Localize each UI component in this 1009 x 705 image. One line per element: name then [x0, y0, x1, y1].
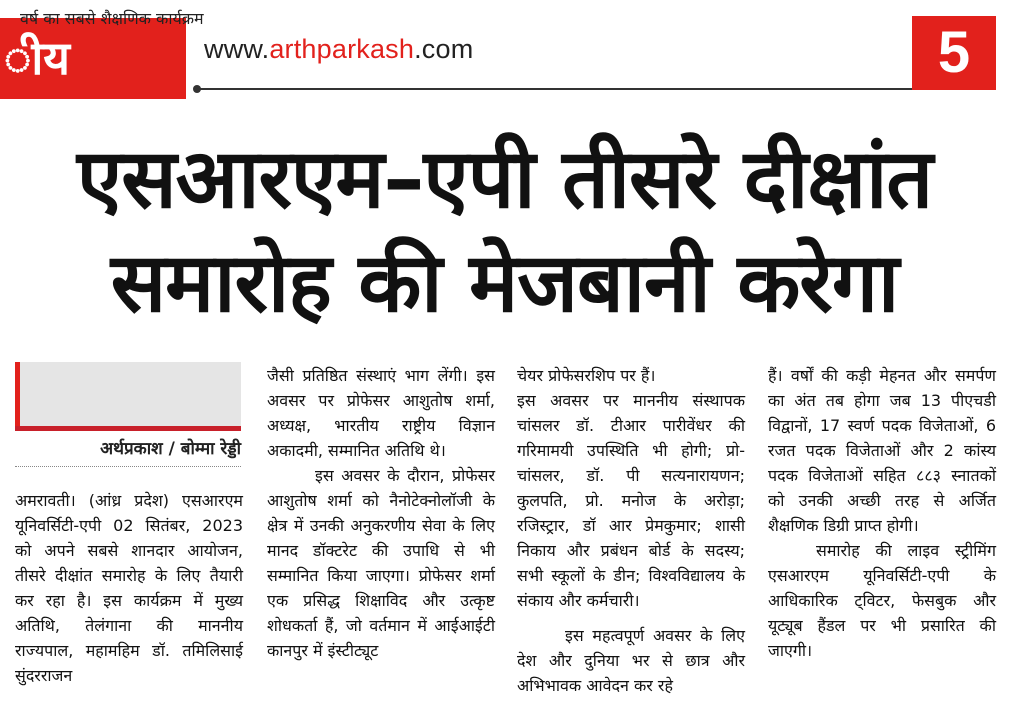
headline	[0, 128, 1009, 336]
page-number: 5	[912, 16, 996, 90]
paragraph: चेयर प्रोफेसरशिप पर हैं।	[517, 366, 656, 385]
paragraph: जैसी प्रतिष्ठित संस्थाएं भाग लेंगी। इस अवसर पर प्रोफेसर आशुतोष शर्मा, अध्यक्ष, भारतीय राष्ट्रीय विज्ञान अकादमी, सम्मानित अतिथि थे।	[267, 366, 495, 460]
article-column-4	[768, 363, 996, 663]
site-url[interactable]	[204, 34, 473, 65]
kicker-text: वर्ष का सबसे शैक्षणिक कार्यक्रम	[20, 9, 204, 28]
article-column-1	[15, 488, 243, 688]
section-label: ीय	[0, 18, 186, 99]
paragraph: इस अवसर पर माननीय संस्थापक चांसलर डॉ. टीआर पारीवेंधर की गरिमामयी उपस्थिति भी होगी; प्रो-चांसलर, डॉ. पी सत्यनारायणन; कुलपति, प्रो. मनोज के अरोड़ा; रजिस्ट्रार, डॉ आर प्रेमकुमार; शासी निकाय और प्रबंधन बोर्ड के सदस्य; सभी स्कूलों के डीन; विश्वविद्यालय के संकाय और कर्मचारी।	[517, 391, 745, 610]
header-rule	[196, 88, 996, 90]
article-column-3	[517, 363, 745, 698]
byline: अर्थप्रकाश / बोम्मा रेड्डी	[100, 439, 241, 459]
kicker-underline	[15, 426, 241, 431]
paragraph: इस अवसर के दौरान, प्रोफेसर आशुतोष शर्मा को नैनोटेक्नोलॉजी के क्षेत्र में उनकी अनुकरणीय सेवा के लिए मानद डॉक्टरेट की उपाधि से भी सम्मानित किया जाएगा। प्रोफेसर शर्मा एक प्रसिद्ध शिक्षाविद और उत्कृष्ट शोधकर्ता हैं, जो वर्तमान में आईआईटी कानपुर में इंस्टीट्यूट	[267, 466, 495, 660]
article-column-2	[267, 363, 495, 663]
url-suffix: .com	[414, 34, 474, 64]
paragraph: इस महत्वपूर्ण अवसर के लिए देश और दुनिया भर से छात्र और अभिभावक आवेदन कर रहे	[517, 626, 745, 695]
url-prefix: www.	[204, 34, 270, 64]
headline-line-1: एसआरएम–एपी तीसरे दीक्षांत	[76, 132, 933, 227]
url-brand: arthparkash	[269, 34, 415, 64]
paragraph: हैं। वर्षों की कड़ी मेहनत और समर्पण का अंत तब होगा जब 13 पीएचडी विद्वानों, 17 स्वर्ण पदक विजेताओं, 6 रजत पदक विजेताओं और 2 कांस्य पदक विजेताओं सहित ८८३ स्नातकों को उनकी अच्छी तरह से अर्जित शैक्षणिक डिग्री प्राप्त होगी।	[768, 366, 996, 535]
headline-line-2: समारोह की मेजबानी करेगा	[110, 236, 899, 331]
paragraph: अमरावती। (आंध्र प्रदेश) एसआरएम यूनिवर्सिटी-एपी 02 सितंबर, 2023 को अपने सबसे शानदार आयोजन, तीसरे दीक्षांत समारोह के लिए तैयारी कर रहा है। इस कार्यक्रम में मुख्य अतिथि, तेलंगाना की माननीय राज्यपाल, महामहिम डॉ. तमिलिसाई सुंदरराजन	[15, 491, 243, 685]
byline-divider	[15, 466, 241, 467]
paragraph: समारोह की लाइव स्ट्रीमिंग एसआरएम यूनिवर्सिटी-एपी के आधिकारिक ट्विटर, फेसबुक और यूट्यूब हैंडल पर भी प्रसारित की जाएगी।	[768, 541, 996, 660]
kicker-box	[15, 362, 241, 430]
